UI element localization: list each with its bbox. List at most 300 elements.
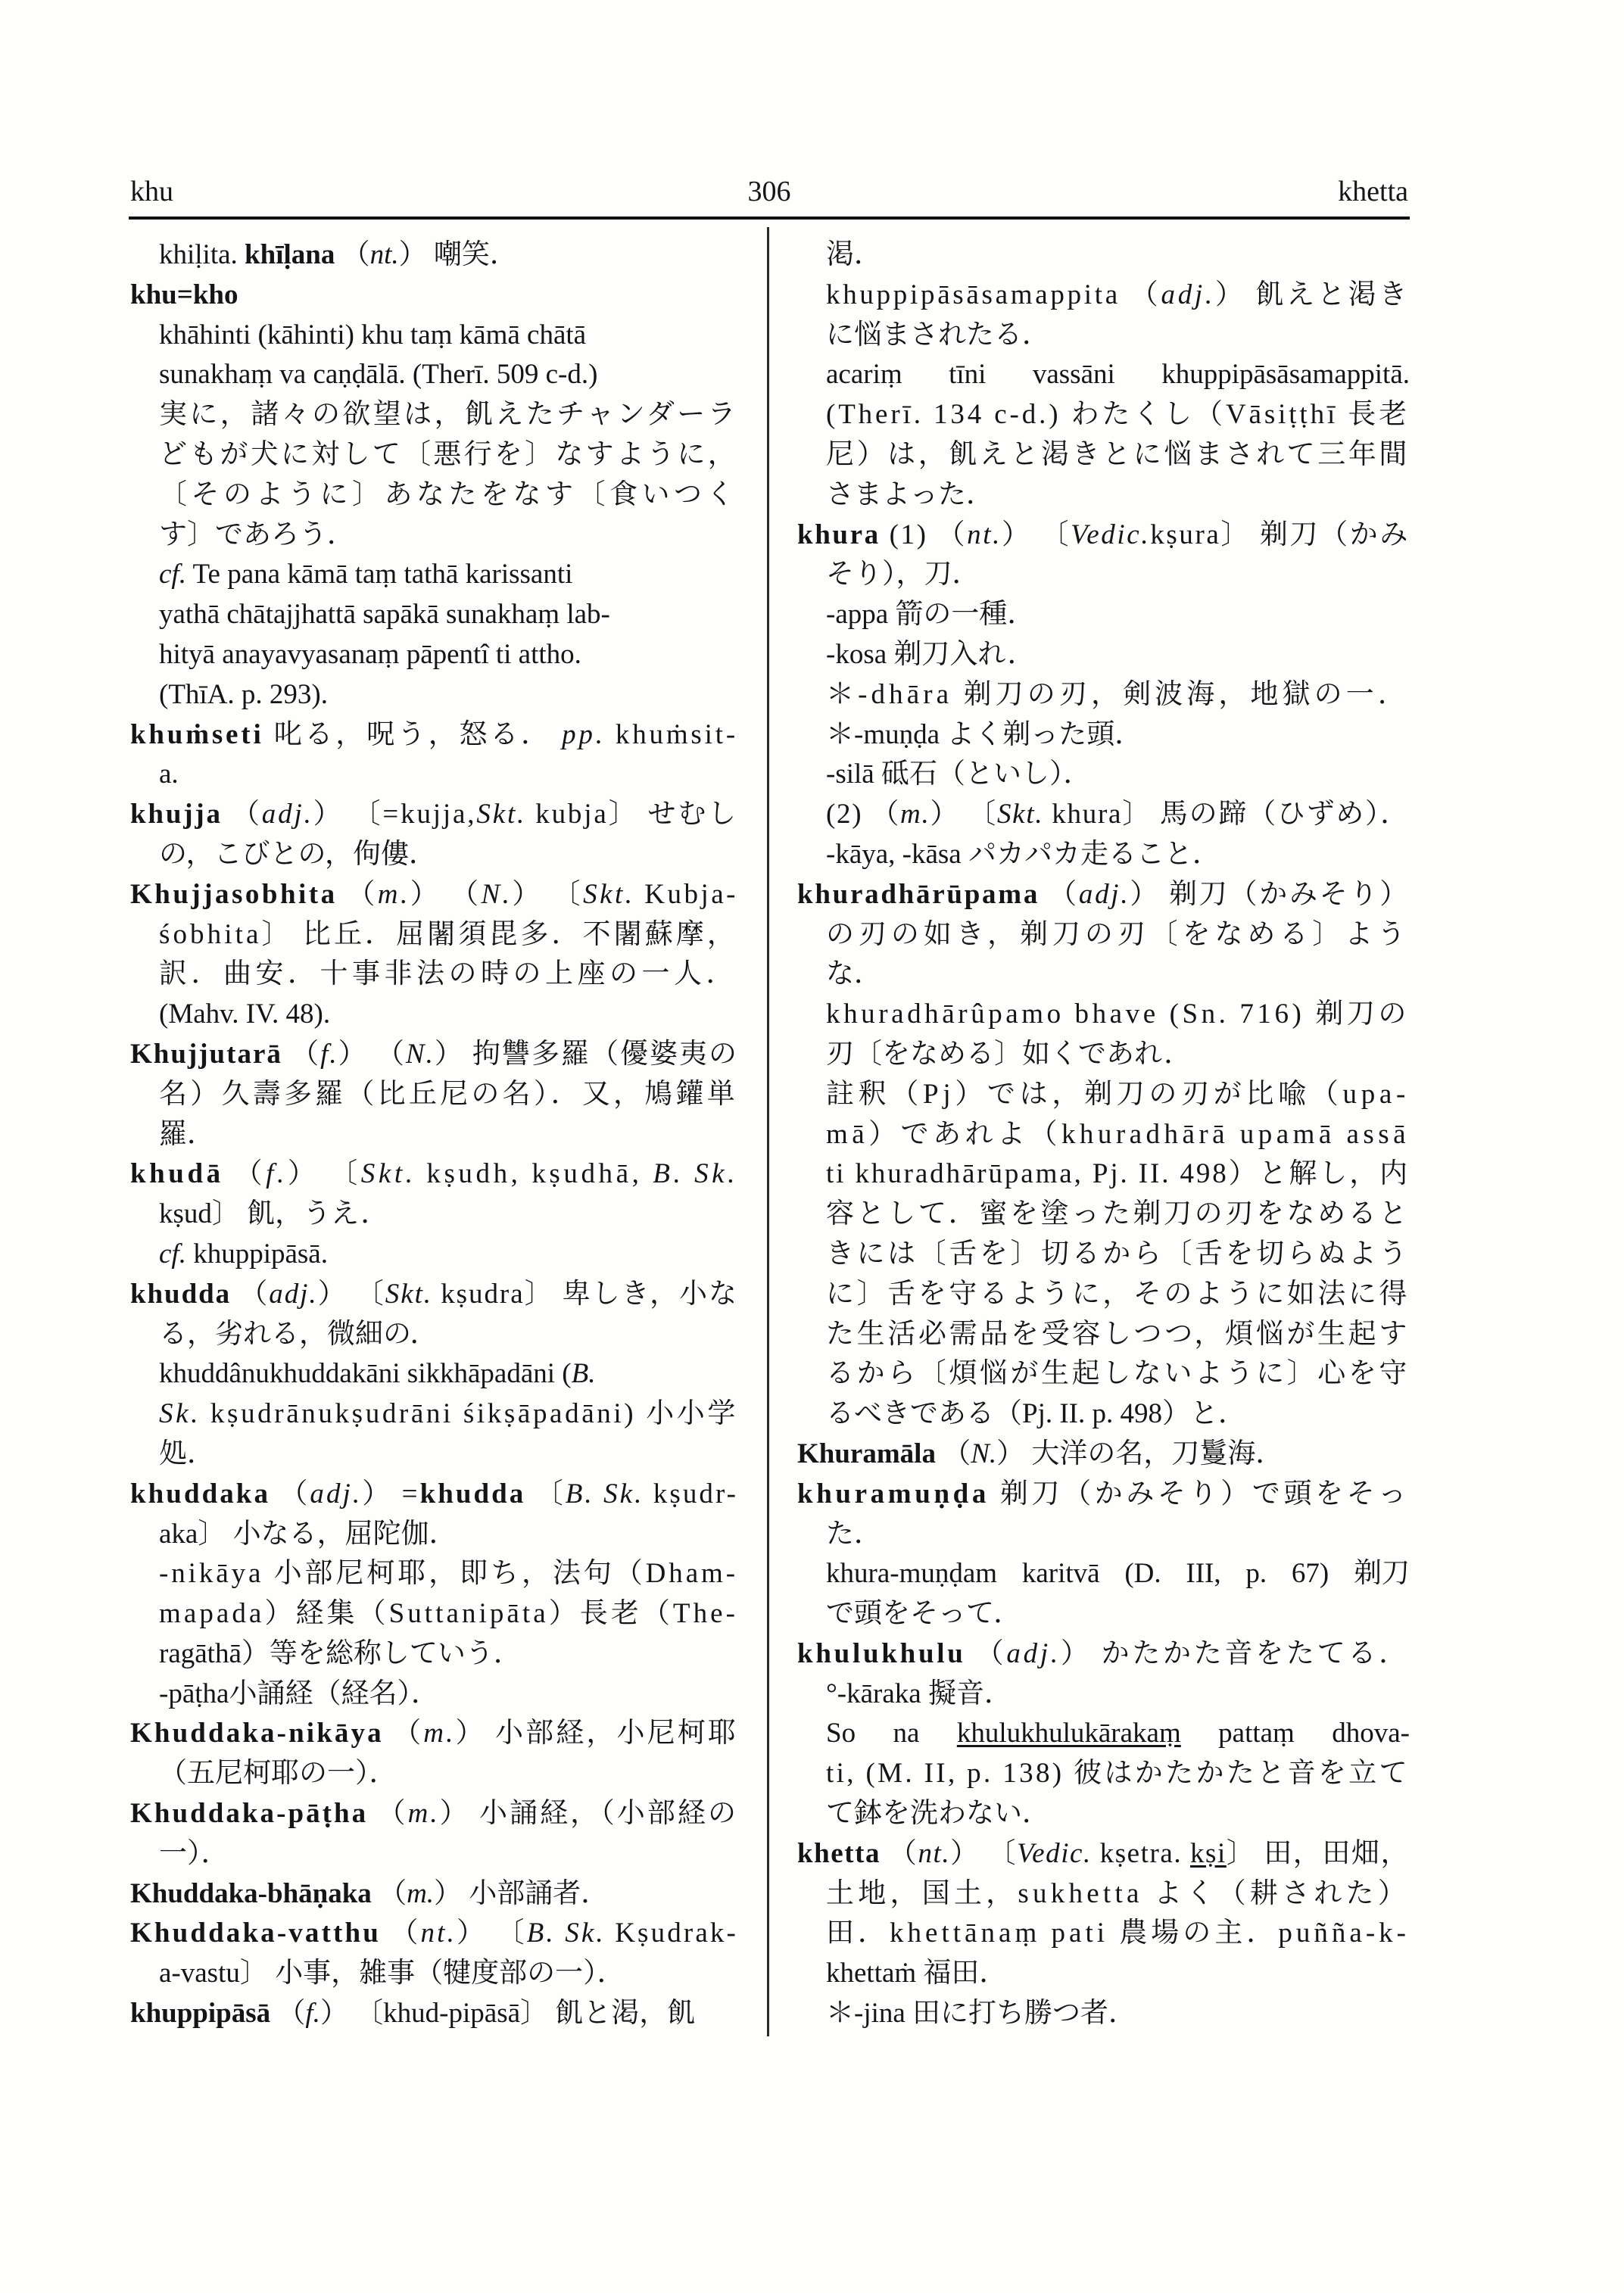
- entry-text: ） 拘讐多羅（優婆夷の: [434, 1038, 739, 1070]
- entry-text: ） （: [410, 878, 482, 910]
- line-text: [826, 635, 1036, 675]
- entry-text: ） （: [338, 1038, 406, 1070]
- line-text: [159, 835, 437, 875]
- entry-text-line: [797, 595, 1410, 635]
- bold-term: khetta: [797, 1837, 881, 1869]
- entry-text: kṣetra.: [1091, 1837, 1190, 1869]
- entry-text-line: [130, 1075, 738, 1115]
- dictionary-entry: [130, 1874, 738, 1914]
- entry-text-line: [130, 1675, 738, 1715]
- abbreviation-label: m.: [407, 1877, 435, 1909]
- abbreviation-label: pp.: [562, 718, 606, 750]
- line-text: [826, 1154, 1410, 1195]
- line-text: [826, 1195, 1410, 1235]
- bold-term: Khujjasobhita: [130, 878, 338, 910]
- abbreviation-label: cf.: [159, 1238, 186, 1270]
- entry-text-line: [130, 595, 738, 635]
- line-text: [159, 1235, 328, 1275]
- entry-text: 処．: [159, 1438, 215, 1469]
- line-text: [159, 1594, 738, 1634]
- line-text: [826, 595, 1035, 635]
- entry-text-line: [797, 675, 1410, 715]
- dictionary-entry: [797, 1475, 1410, 1634]
- abbreviation-label: m.: [900, 799, 930, 830]
- line-text: [797, 875, 1410, 915]
- entry-text-line: [130, 1195, 738, 1235]
- line-text: [130, 1475, 738, 1515]
- entry-text-line: [797, 1914, 1410, 1954]
- entry-text: ） =: [362, 1478, 420, 1509]
- line-text: [130, 795, 738, 835]
- entry-text: ti, (M. II, p. 138) 彼はかたかたと音を立て: [826, 1758, 1410, 1790]
- abbreviation-label: B. Sk.: [565, 1478, 644, 1509]
- entry-text: khuppipāsāsamappita （: [826, 279, 1161, 310]
- line-text: [826, 316, 1050, 356]
- entry-text-line: [130, 1354, 738, 1394]
- line-text: [159, 516, 355, 556]
- entry-text-line: [130, 1834, 738, 1874]
- entry-text: 田．khettānaṃ pati 農場の主．puñña-k-: [826, 1918, 1410, 1949]
- entry-text: khiḷita.: [159, 239, 245, 270]
- dictionary-entry: [130, 1994, 738, 2034]
- line-text: [826, 755, 1091, 795]
- entry-text: ） かたかた音をたてる．: [1060, 1637, 1410, 1669]
- entry-text: （: [335, 239, 370, 270]
- line-text: [826, 1515, 882, 1555]
- entry-text: -kosa 剃刀入れ．: [826, 638, 1036, 670]
- entry-text: kṣudh, kṣudhā,: [416, 1158, 653, 1190]
- entry-text-line: [797, 915, 1410, 955]
- line-text: [826, 995, 1410, 1035]
- entry-text: khuddânukhuddakāni sikkhāpadāni (: [159, 1358, 572, 1390]
- entry-text-line: [797, 355, 1410, 395]
- entry-text: (2) （: [826, 799, 901, 830]
- entry-text-line: [797, 235, 1410, 276]
- bold-term: khuramuṇḍa: [797, 1478, 990, 1509]
- entry-text: ） 〔: [1002, 519, 1071, 550]
- entry-text: (Mahv. IV. 48).: [159, 999, 331, 1030]
- entry-text: sunakhaṃ va caṇḍālā. (Therī. 509 c-d.): [159, 359, 598, 391]
- entry-text: 一）．: [159, 1837, 229, 1869]
- bold-term: Khuramāla: [797, 1438, 936, 1469]
- entry-text-line: [797, 1954, 1410, 1994]
- abbreviation-label: adj.: [1078, 878, 1130, 910]
- bold-term: khulukhulu: [797, 1637, 966, 1669]
- entry-headword-line: [797, 1634, 1410, 1675]
- abbreviation-label: Skt.: [583, 878, 635, 910]
- entry-text: (ThīA. p. 293).: [159, 678, 328, 710]
- entry-text-line: [130, 355, 738, 395]
- line-text: [159, 235, 518, 276]
- entry-text-line: [130, 1435, 738, 1475]
- line-text: [159, 1675, 439, 1715]
- line-text: [797, 1634, 1410, 1675]
- entry-text-line: [797, 1754, 1410, 1794]
- line-text: [130, 715, 738, 756]
- entry-text: に〕舌を守るように，そのように如法に得: [826, 1278, 1410, 1310]
- entry-text: 剃刀（かみそり）で頭をそっ: [989, 1478, 1410, 1509]
- line-text: [130, 875, 738, 915]
- line-text: [159, 755, 179, 795]
- entry-text: ＊-dhāra 剃刀の刃，剣波海，地獄の一．: [826, 678, 1410, 710]
- entry-text: -pāṭha小誦経（経名）．: [159, 1678, 439, 1709]
- abbreviation-label: f.: [305, 1998, 320, 2030]
- entry-text: ） 〔: [512, 878, 584, 910]
- bold-term: Khuddaka-vatthu: [130, 1918, 381, 1949]
- line-text: [159, 995, 330, 1035]
- bold-term: khudā: [130, 1158, 224, 1190]
- entry-text: Kubja-: [634, 878, 738, 910]
- entry-text-line: [130, 835, 738, 875]
- entry-headword-line: [130, 1714, 738, 1754]
- entry-text-line: [130, 316, 738, 356]
- entry-text: るべきである（Pj. II. p. 498）と．: [826, 1398, 1246, 1430]
- entry-text: kubja〕 せむし: [526, 799, 739, 830]
- header-rule: [129, 217, 1410, 220]
- entry-text: ） 小部経，小尼柯耶: [455, 1718, 738, 1749]
- entry-text: ＊-jina 田に打ち勝つ者．: [826, 1998, 1137, 2030]
- abbreviation-label: Skt.: [360, 1158, 416, 1190]
- entry-text: 叱る，呪う，怒る．: [263, 718, 563, 750]
- entry-text-line: [797, 475, 1410, 516]
- entry-text-line: [797, 1394, 1410, 1435]
- entry-text-line: [130, 235, 738, 276]
- bold-term: khuradhārūpama: [797, 878, 1040, 910]
- entry-text-line: [797, 1195, 1410, 1235]
- entry-text-line: [797, 995, 1410, 1035]
- bold-term: Khujjutarā: [130, 1038, 282, 1070]
- line-text: [130, 1874, 609, 1914]
- line-text: [130, 1154, 738, 1195]
- dictionary-entry: [130, 875, 738, 1035]
- entry-text: ） 〔=kujja,: [313, 799, 477, 830]
- dictionary-entry: [797, 1834, 1410, 2034]
- entry-text: khuṁsit-: [605, 718, 738, 750]
- line-text: [826, 1754, 1410, 1794]
- entry-text-line: [797, 1594, 1410, 1634]
- line-text: [826, 835, 1220, 875]
- entry-text: khuradhārûpamo bhave (Sn. 716) 剃刀の: [826, 999, 1410, 1030]
- line-text: [826, 1115, 1410, 1155]
- line-text: [130, 1035, 738, 1075]
- entry-headword-line: [130, 276, 738, 316]
- line-text: [826, 1354, 1410, 1394]
- abbreviation-label: nt.: [369, 239, 399, 270]
- entry-text: Te pana kāmā taṃ tathā karissanti: [185, 559, 573, 590]
- line-text: [826, 1594, 1021, 1634]
- dictionary-entry: [130, 1714, 738, 1794]
- line-text: [159, 635, 581, 675]
- line-text: [826, 1994, 1136, 2034]
- entry-text: 容として．蜜を塗った剃刀の刃をなめると: [826, 1198, 1410, 1230]
- entry-text: 〕 田，田畑，: [1226, 1837, 1410, 1869]
- entry-text: の，こびとの，佝僂．: [159, 838, 438, 870]
- entry-text: きには〔舌を〕切るから〔舌を切らぬよう: [826, 1238, 1410, 1270]
- abbreviation-label: N.: [481, 878, 513, 910]
- entry-text: （: [270, 1478, 310, 1509]
- entry-text-line: [130, 1515, 738, 1555]
- entry-text: （: [222, 799, 262, 830]
- abbreviation-label: Sk.: [159, 1398, 201, 1430]
- entry-text-line: [130, 1634, 738, 1675]
- entry-headword-line: [797, 1834, 1410, 1874]
- line-text: [159, 475, 738, 516]
- line-text: [826, 1394, 1246, 1435]
- underlined-text: khulukhulukārakaṃ: [956, 1718, 1181, 1749]
- entry-text: （: [270, 1998, 306, 2030]
- line-text: [159, 1634, 522, 1675]
- continued-entry: [797, 235, 1410, 516]
- entry-headword-line: [797, 516, 1410, 556]
- abbreviation-label: N.: [405, 1038, 435, 1070]
- line-text: [130, 276, 238, 316]
- abbreviation-label: Skt.: [476, 799, 527, 830]
- line-text: [159, 1834, 229, 1874]
- bold-term: Khuddaka-bhāṇaka: [130, 1877, 372, 1909]
- abbreviation-label: adj.: [261, 799, 313, 830]
- entry-text: （: [337, 878, 378, 910]
- line-text: [159, 395, 738, 435]
- line-text: [826, 915, 1410, 955]
- entry-text-line: [797, 1315, 1410, 1355]
- entry-text: ＊-muṇḍa よく剃った頭．: [826, 718, 1143, 750]
- line-text: [826, 435, 1410, 475]
- abbreviation-label: m.: [377, 878, 410, 910]
- bold-term: Khuddaka-pāṭha: [130, 1798, 369, 1830]
- entry-headword-line: [130, 1275, 738, 1315]
- entry-text: pattaṃ dhova-: [1180, 1718, 1410, 1749]
- entry-text: た．: [826, 1518, 882, 1550]
- dictionary-entry: [130, 1475, 738, 1715]
- entry-text: （: [371, 1877, 407, 1909]
- entry-text: 〔そのように〕あなたをなす〔食いつく: [159, 478, 738, 510]
- entry-text: ） 〔: [287, 1158, 361, 1190]
- entry-text: の刃の如き，剃刀の刃〔をなめる〕よう: [826, 918, 1410, 950]
- dictionary-entry: [130, 1275, 738, 1475]
- entry-text-line: [130, 395, 738, 435]
- entry-text-line: [130, 475, 738, 516]
- line-text: [826, 1954, 1007, 1994]
- entry-text: 刃〔をなめる〕如くであれ．: [826, 1038, 1192, 1070]
- bold-term: khuppipāsā: [130, 1998, 271, 2030]
- abbreviation-label: B. Sk.: [526, 1918, 606, 1949]
- entry-text-line: [797, 1874, 1410, 1914]
- line-text: [159, 1515, 457, 1555]
- entry-text: 尼）は，飢えと渇きとに悩まされて三年間: [826, 438, 1410, 470]
- entry-text: Kṣudrak-: [605, 1918, 739, 1949]
- entry-text: kṣura〕 剃刀（かみ: [1150, 519, 1410, 550]
- entry-text: 名）久壽多羅（比丘尼の名）．又，鳩鑵単: [159, 1078, 738, 1110]
- line-text: [826, 235, 882, 276]
- entry-text-line: [797, 1075, 1410, 1115]
- entry-text: śobhita〕 比丘．屈闍須毘多．不闍蘇摩，: [159, 918, 738, 950]
- entry-text: 土地，国土，sukhetta よく（耕された）: [826, 1877, 1410, 1909]
- bold-term: khura: [797, 519, 881, 550]
- entry-headword-line: [130, 1874, 738, 1914]
- line-text: [826, 1794, 1050, 1834]
- entry-text-line: [130, 1235, 738, 1275]
- entry-headword-line: [130, 1154, 738, 1195]
- bold-term: khu=kho: [130, 279, 238, 310]
- entry-text: acariṃ tīni vassāni khuppipāsāsamappitā.: [826, 359, 1410, 391]
- line-text: [826, 1275, 1410, 1315]
- running-head-last-word: khetta: [1338, 176, 1408, 207]
- entry-headword-line: [130, 875, 738, 915]
- dictionary-entry: [130, 1794, 738, 1874]
- line-text: [130, 1914, 738, 1954]
- entry-text: ） 〔: [950, 1837, 1018, 1869]
- line-text: [826, 675, 1410, 715]
- line-text: [826, 1035, 1192, 1075]
- running-head-first-word: khu: [130, 176, 173, 207]
- line-text: [826, 715, 1142, 756]
- entry-text-line: [797, 715, 1410, 756]
- bold-term: khuṁseti: [130, 718, 264, 750]
- line-text: [826, 1914, 1410, 1954]
- entry-text: So na: [826, 1718, 957, 1749]
- entry-text: -appa 箭の一種．: [826, 599, 1036, 631]
- entry-headword-line: [797, 1475, 1410, 1515]
- entry-text: 羅．: [159, 1118, 215, 1150]
- entry-text-line: [797, 1275, 1410, 1315]
- entry-text: さまよった．: [826, 478, 994, 510]
- line-text: [797, 1435, 1283, 1475]
- entry-text: す〕であろう．: [159, 519, 355, 550]
- line-text: [130, 1794, 738, 1834]
- abbreviation-label: adj.: [269, 1278, 318, 1310]
- entry-text: 〔: [525, 1478, 566, 1509]
- entry-text-line: [797, 1035, 1410, 1075]
- abbreviation-label: nt.: [420, 1918, 457, 1949]
- dictionary-entry: [130, 1035, 738, 1154]
- entry-headword-line: [130, 1475, 738, 1515]
- entry-text: kṣudr-: [644, 1478, 739, 1509]
- entry-headword-line: [797, 875, 1410, 915]
- line-text: [797, 1834, 1410, 1874]
- dictionary-entry: [797, 516, 1410, 875]
- entry-text: て鉢を洗わない．: [826, 1798, 1050, 1830]
- line-text: [826, 1554, 1410, 1594]
- entry-text: （: [935, 1438, 971, 1469]
- entry-text: （: [231, 1278, 270, 1310]
- entry-text-line: [797, 555, 1410, 595]
- entry-text-line: [797, 316, 1410, 356]
- entry-text-line: [797, 795, 1410, 835]
- line-text: [159, 355, 597, 395]
- underlined-text: kṣi: [1189, 1837, 1227, 1869]
- entry-text: (Therī. 134 c-d.) わたくし（Vāsiṭṭhī 長老: [826, 399, 1410, 431]
- entry-text: -nikāya 小部尼柯耶，即ち，法句（Dham-: [159, 1558, 738, 1590]
- abbreviation-label: m.: [407, 1798, 440, 1830]
- bold-term: khuddaka: [130, 1478, 271, 1509]
- line-text: [159, 1954, 625, 1994]
- bold-term: khudda: [419, 1478, 526, 1509]
- abbreviation-label: m.: [423, 1718, 456, 1749]
- entry-text: （: [383, 1718, 424, 1749]
- entry-text-line: [130, 435, 738, 475]
- abbreviation-label: f.: [266, 1158, 288, 1190]
- entry-text: ） 〔: [456, 1918, 527, 1949]
- entry-text: ragāthā）等を総称していう．: [159, 1637, 522, 1669]
- entry-text: （: [380, 1918, 421, 1949]
- entry-text: a.: [159, 759, 179, 790]
- entry-text-line: [130, 1954, 738, 1994]
- line-text: [159, 1554, 738, 1594]
- entry-text: aka〕 小なる，屈陀伽．: [159, 1518, 457, 1550]
- entry-text: -silā 砥石（といし）．: [826, 759, 1092, 790]
- line-text: [826, 555, 980, 595]
- line-text: [797, 1475, 1410, 1515]
- dictionary-entry: [130, 715, 738, 796]
- entry-text: °-kāraka 擬音．: [826, 1678, 1012, 1709]
- line-text: [130, 1275, 738, 1315]
- entry-text: （: [223, 1158, 267, 1190]
- line-text: [159, 1115, 215, 1155]
- dictionary-entry: [130, 276, 738, 715]
- line-text: [130, 1994, 695, 2034]
- entry-text: ） 〔: [930, 799, 997, 830]
- line-text: [159, 1754, 397, 1794]
- column-divider: [767, 227, 769, 2036]
- line-text: [826, 395, 1410, 435]
- line-text: [159, 1315, 438, 1355]
- entry-headword-line: [797, 1435, 1410, 1475]
- entry-text-line: [130, 995, 738, 1035]
- line-text: [826, 1075, 1410, 1115]
- line-text: [826, 1675, 1012, 1715]
- line-text: [159, 915, 738, 955]
- entry-text: mapada）経集（Suttanipāta）長老（The-: [159, 1598, 738, 1630]
- abbreviation-label: cf.: [159, 559, 186, 590]
- entry-text: （: [1040, 878, 1079, 910]
- entry-text-line: [797, 1354, 1410, 1394]
- line-text: [159, 1195, 388, 1235]
- entry-text-line: [797, 1154, 1410, 1195]
- entry-text: ） 飢えと渇き: [1214, 279, 1410, 310]
- entry-text: ） 大洋の名，刀鬘海．: [996, 1438, 1284, 1469]
- dictionary-entry: [130, 1154, 738, 1274]
- abbreviation-label: adj.: [1161, 279, 1215, 310]
- bold-term: khujja: [130, 799, 223, 830]
- entry-text: そり），刀．: [826, 559, 980, 590]
- line-text: [130, 1714, 738, 1754]
- entry-text: で頭をそって．: [826, 1598, 1022, 1630]
- entry-text-line: [797, 1515, 1410, 1555]
- entry-text: どもが犬に対して〔悪行を〕なすように，: [159, 438, 738, 470]
- entry-text-line: [130, 1315, 738, 1355]
- line-text: [826, 355, 1410, 395]
- entry-text: kṣud〕 飢，うえ．: [159, 1198, 389, 1230]
- abbreviation-label: Skt.: [996, 799, 1044, 830]
- entry-text: た生活必需品を受容しつつ，煩悩が生起す: [826, 1318, 1410, 1350]
- entry-text: khuppipāsā.: [185, 1238, 328, 1270]
- line-text: [826, 1235, 1410, 1275]
- entry-text: yathā chātajjhattā sapākā sunakhaṃ lab-: [159, 599, 610, 631]
- entry-text-line: [130, 755, 738, 795]
- dictionary-entry: [797, 875, 1410, 1435]
- line-text: [159, 435, 738, 475]
- entry-text: ） 嘲笑．: [398, 239, 518, 270]
- entry-headword-line: [130, 1035, 738, 1075]
- abbreviation-label: Skt.: [385, 1278, 433, 1310]
- entry-text: kṣudrānukṣudrāni śikṣāpadāni) 小小学: [201, 1398, 738, 1430]
- entry-text: (1) （: [880, 519, 968, 550]
- entry-text: khura-muṇḍam karitvā (D. III, p. 67) 剃刀: [826, 1558, 1410, 1590]
- entry-text: （五尼柯耶の一）．: [159, 1758, 397, 1790]
- abbreviation-label: nt.: [967, 519, 1002, 550]
- entry-text-line: [797, 1115, 1410, 1155]
- abbreviation-label: adj.: [310, 1478, 363, 1509]
